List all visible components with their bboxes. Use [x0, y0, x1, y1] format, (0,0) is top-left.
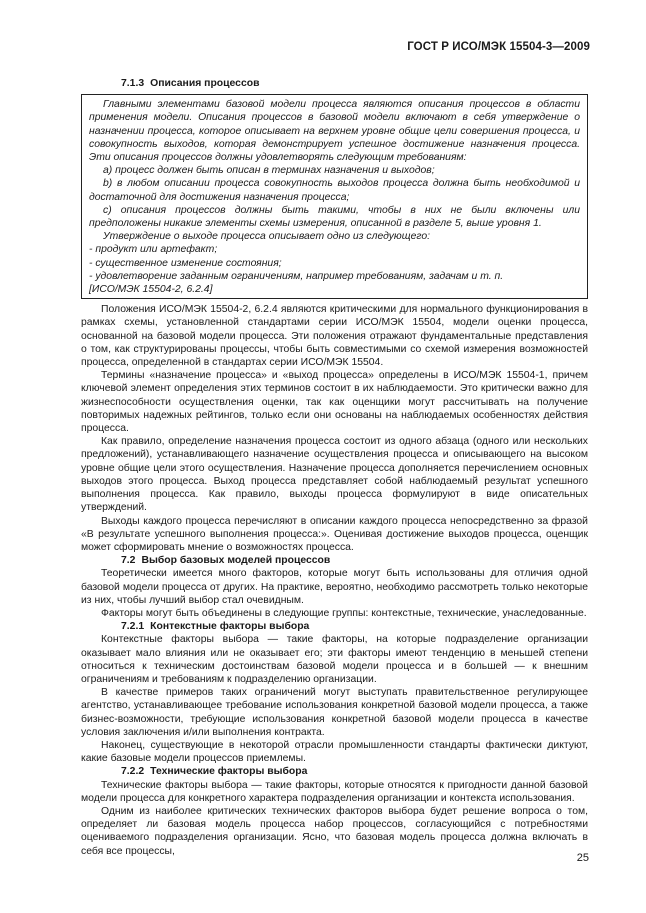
- paragraph: Как правило, определение назначения процесса состоит из одного абзаца (одного или нескольких предложений), устанавливающего назначение осуществления процесса и описывающего на высоком уровне общие цели этого осуществления. Назначение процесса дополняется перечислением основных выходов этого процесса. Выход процесса представляет собой наблюдаемый результат успешного выполнения процесса. Как правило, выходы процесса формулируют в виде описательных утверждений.: [81, 436, 588, 514]
- quote-dash-item: - существенное изменение состояния;: [89, 257, 282, 269]
- paragraph: Технические факторы выбора — такие факторы, которые относятся к пригодности данной базовой модели процесса для конкретного характера подразделения организации и контекста использования.: [81, 779, 588, 804]
- paragraph: Теоретически имеется много факторов, которые могут быть использованы для отличия одной базовой модели процесса от других. На практике, вероятно, необходимо рассмотреть только некоторые из них, чтобы лучший выбор стал очевидным.: [81, 568, 588, 606]
- section-number: 7.2.2: [121, 766, 145, 778]
- document-code-header: ГОСТ Р ИСО/МЭК 15504-3—2009: [407, 41, 590, 53]
- quote-dash-item: - удовлетворение заданным ограничениям, например требованиям, задачам и т. п.: [89, 270, 504, 282]
- section-title: Выбор базовых моделей процессов: [141, 555, 331, 567]
- quote-list-item: с) описания процессов должны быть такими, чтобы в них не были включены или предположены никакие элементы схемы измерения, описанной в разделе 5, выше уровня 1.: [89, 204, 580, 230]
- section-7-1-3-heading: [81, 77, 588, 90]
- paragraph: Одним из наиболее критических технических факторов выбора будет решение вопроса о том, определяет ли базовая модель процесса набор процессов, согласующийся с потребностями оцениваемого подразделения организации. Ясно, что базовая модель процесса должна включать в себя все процессы,: [81, 805, 588, 857]
- section-title: Технические факторы выбора: [150, 766, 308, 778]
- paragraph: Факторы могут быть объединены в следующие группы: контекстные, технические, унаследованные.: [101, 607, 587, 619]
- quote-paragraph: Главными элементами базовой модели процесса являются описания процессов в области применения модели. Описания процессов в базовой модели включают в себя утверждение о назначении процесса, которое описывает на верхнем уровне общие цели совершения процесса, и совокупность выходов, которая демонстрирует успешное достижение назначения процесса. Эти описания процессов должны удовлетворять следующим требованиям:: [89, 99, 580, 164]
- paragraph: Положения ИСО/МЭК 15504-2, 6.2.4 являются критическими для нормального функционирования в рамках схемы, установленной стандартами серии ИСО/МЭК 15504, модели оценки процесса, основанной на базовой модели процесса. Эти положения отражают фундаментальные представления о том, как структурированы процессы, чтобы быть совместимыми со схемой измерения возможностей процесса, определенной в стандартах серии ИСО/МЭК 15504.: [81, 304, 588, 369]
- section-title: Контекстные факторы выбора: [150, 621, 310, 633]
- section-number: 7.1.3: [121, 78, 145, 89]
- quote-list-item: а) процесс должен быть описан в терминах назначения и выходов;: [103, 165, 435, 177]
- paragraph: Наконец, существующие в некоторой отрасли промышленности стандарты фактически диктуют, какие базовые модели процессов приемлемы.: [81, 739, 588, 765]
- quoted-requirement-box: [81, 94, 588, 299]
- section-title: Описания процессов: [150, 78, 260, 89]
- paragraph: В качестве примеров таких ограничений могут выступать правительственное регулирующее агентство, устанавливающее требование использования конкретной базовой модели процесса, а также бизнес-возможности, требующие использования конкретной базовой модели процесса в качестве условия заключения и/или выполнения контракта.: [81, 687, 588, 738]
- section-7-2-2-heading: [81, 765, 588, 778]
- quote-dash-item: - продукт или артефакт;: [89, 244, 218, 256]
- section-7-2-heading: [81, 554, 588, 567]
- quote-paragraph: Утверждение о выходе процесса описывает одно из следующего:: [103, 231, 431, 243]
- page-body: [81, 77, 588, 858]
- paragraph: Контекстные факторы выбора — такие факторы, на которые подразделение организации оказывает мало влияния или не оказывает его; эти факторы имеют тенденцию в меньшей степени относиться к техническим достоинствам базовой модели процесса и в большей — к внешним ограничениям и требованиям к подразделению организации.: [81, 634, 588, 685]
- quote-list-item: b) в любом описании процесса совокупность выходов процесса должна быть необходимой и достаточной для достижения назначения процесса;: [89, 178, 580, 203]
- paragraph: Термины «назначение процесса» и «выход процесса» определены в ИСО/МЭК 15504-1, причем ключевой элемент определения этих терминов состоит в их наблюдаемости. Это критически важно для жизнеспособности осуществления оценки, так как оценщики могут рассчитывать на получение повторимых надежных рейтингов, только если они основаны на наблюдаемых особенностях действия процесса.: [81, 370, 588, 435]
- section-7-2-1-heading: [81, 620, 588, 633]
- section-number: 7.2: [121, 555, 136, 567]
- quote-reference: [ИСО/МЭК 15504-2, 6.2.4]: [89, 284, 213, 296]
- paragraph: Выходы каждого процесса перечисляют в описании каждого процесса непосредственно за фразой «В результате успешного выполнения процесса:». Оценивая достижение выходов процесса, оценщик может сформировать мнение о возможностях процесса.: [81, 515, 588, 553]
- section-number: 7.2.1: [121, 621, 145, 633]
- page-number: 25: [576, 852, 589, 864]
